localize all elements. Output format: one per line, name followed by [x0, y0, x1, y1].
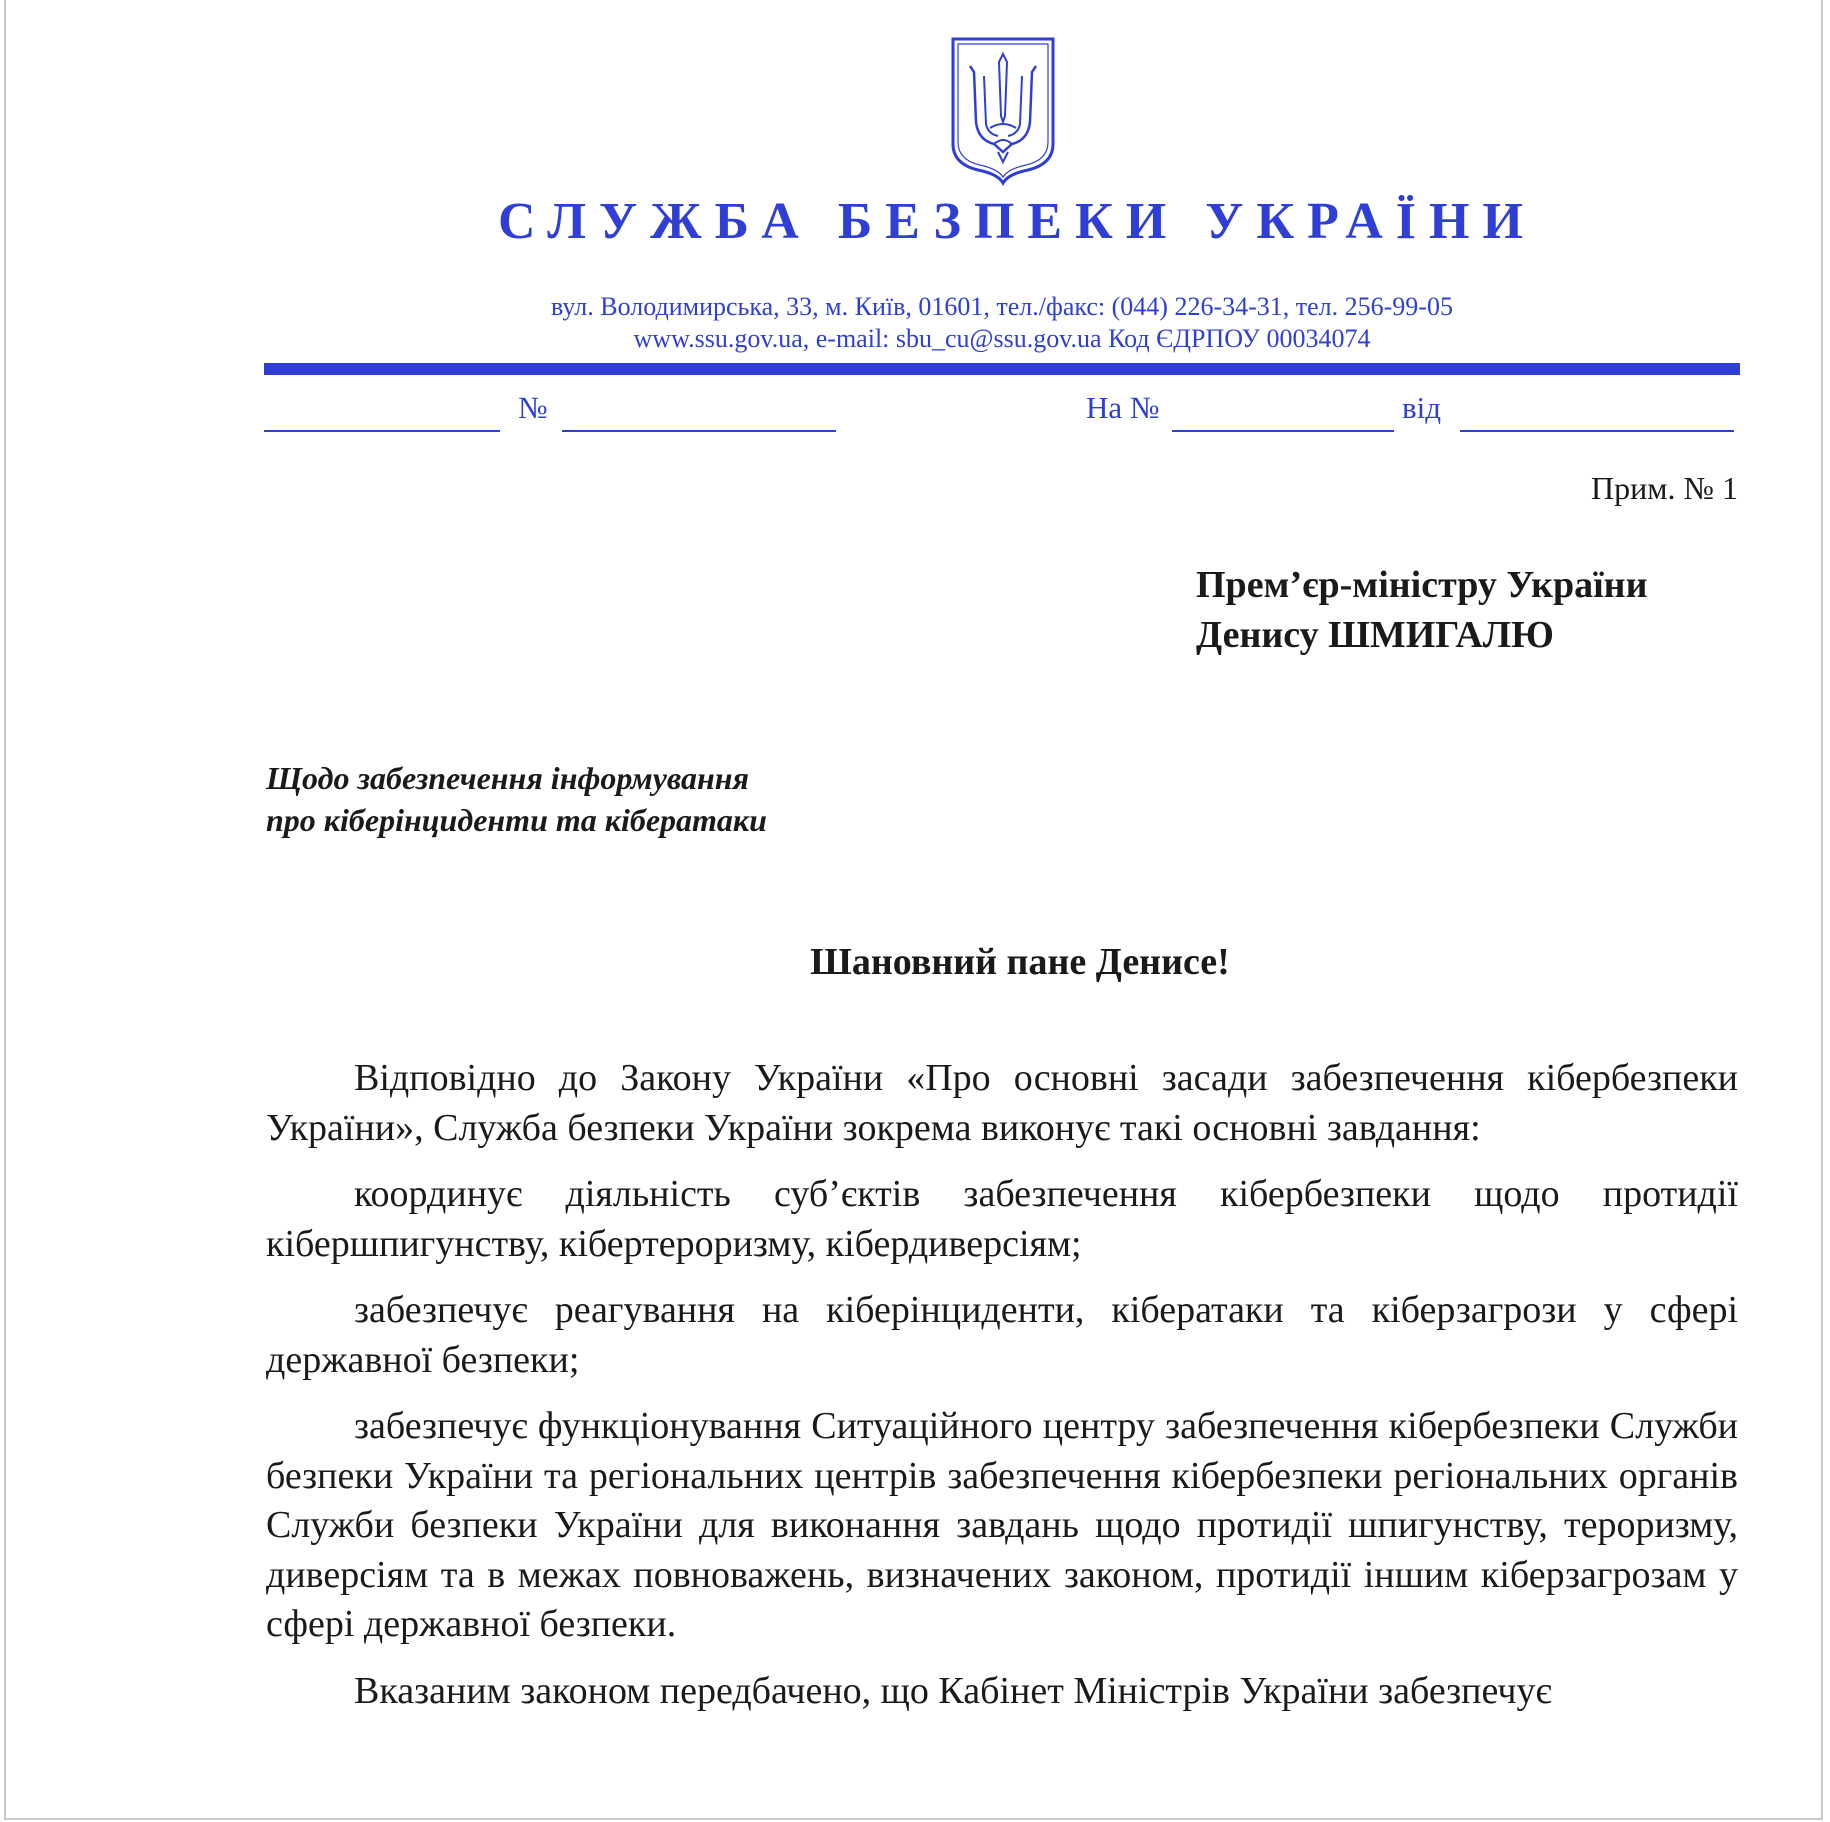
- organization-name-text: СЛУЖБА БЕЗПЕКИ УКРАЇНИ: [498, 193, 1536, 250]
- outgoing-number-label: №: [518, 390, 548, 425]
- body-paragraph: координує діяльність суб’єктів забезпечення кібербезпеки щодо протидії кібершпигунству, кібертероризму, кібердиверсіям;: [266, 1173, 1738, 1265]
- body-paragraph: Вказаним законом передбачено, що Кабінет Міністрів України забезпечує: [354, 1669, 1552, 1712]
- letter-body: [266, 1054, 1738, 1733]
- subject-line-2: про кіберінциденти та кібератаки: [266, 802, 767, 838]
- body-paragraph: забезпечує функціонування Ситуаційного центру забезпечення кібербезпеки Служби безпеки України та регіональних центрів забезпечення кібербезпеки регіональних органів Служби безпеки України для виконання завдань щодо протидії шпигунству, тероризму, диверсіям та в межах повноважень, визначених законом, протидії іншим кіберзагрозам у сфері державної безпеки.: [266, 1405, 1738, 1645]
- addressee-name: Денису ШМИГАЛЮ: [1196, 614, 1554, 656]
- reply-date-blank: [1460, 430, 1734, 432]
- addressee-position: Прем’єр-міністру України: [1196, 564, 1648, 606]
- addressee-block: [1196, 560, 1647, 660]
- subject-block: [266, 757, 767, 841]
- header-divider: [264, 363, 1740, 375]
- reply-date-label: від: [1402, 390, 1442, 425]
- address-line: вул. Володимирська, 33, м. Київ, 01601, тел./факс: (044) 226-34-31, тел. 256-99-05: [551, 292, 1453, 321]
- web-email-line: www.ssu.gov.ua, e-mail: sbu_cu@ssu.gov.ua Код ЄДРПОУ 00034074: [633, 324, 1371, 353]
- reply-number-label: На №: [1086, 390, 1160, 425]
- annex-number: Прим. № 1: [1590, 470, 1738, 506]
- reply-number-blank: [1172, 430, 1394, 432]
- salutation: Шановний пане Денисе!: [810, 941, 1230, 983]
- subject-line-1: Щодо забезпечення інформування: [266, 760, 749, 796]
- outgoing-number-blank: [562, 430, 836, 432]
- body-paragraph: Відповідно до Закону України «Про основні засади забезпечення кібербезпеки України», Служба безпеки України зокрема виконує такі основні завдання:: [266, 1057, 1738, 1149]
- organization-name: [498, 192, 1536, 262]
- outgoing-date-blank: [264, 430, 500, 432]
- trident-coat-of-arms-icon: [950, 36, 1056, 186]
- body-paragraph: забезпечує реагування на кіберінциденти, кібератаки та кіберзагрози у сфері державної безпеки;: [266, 1289, 1738, 1381]
